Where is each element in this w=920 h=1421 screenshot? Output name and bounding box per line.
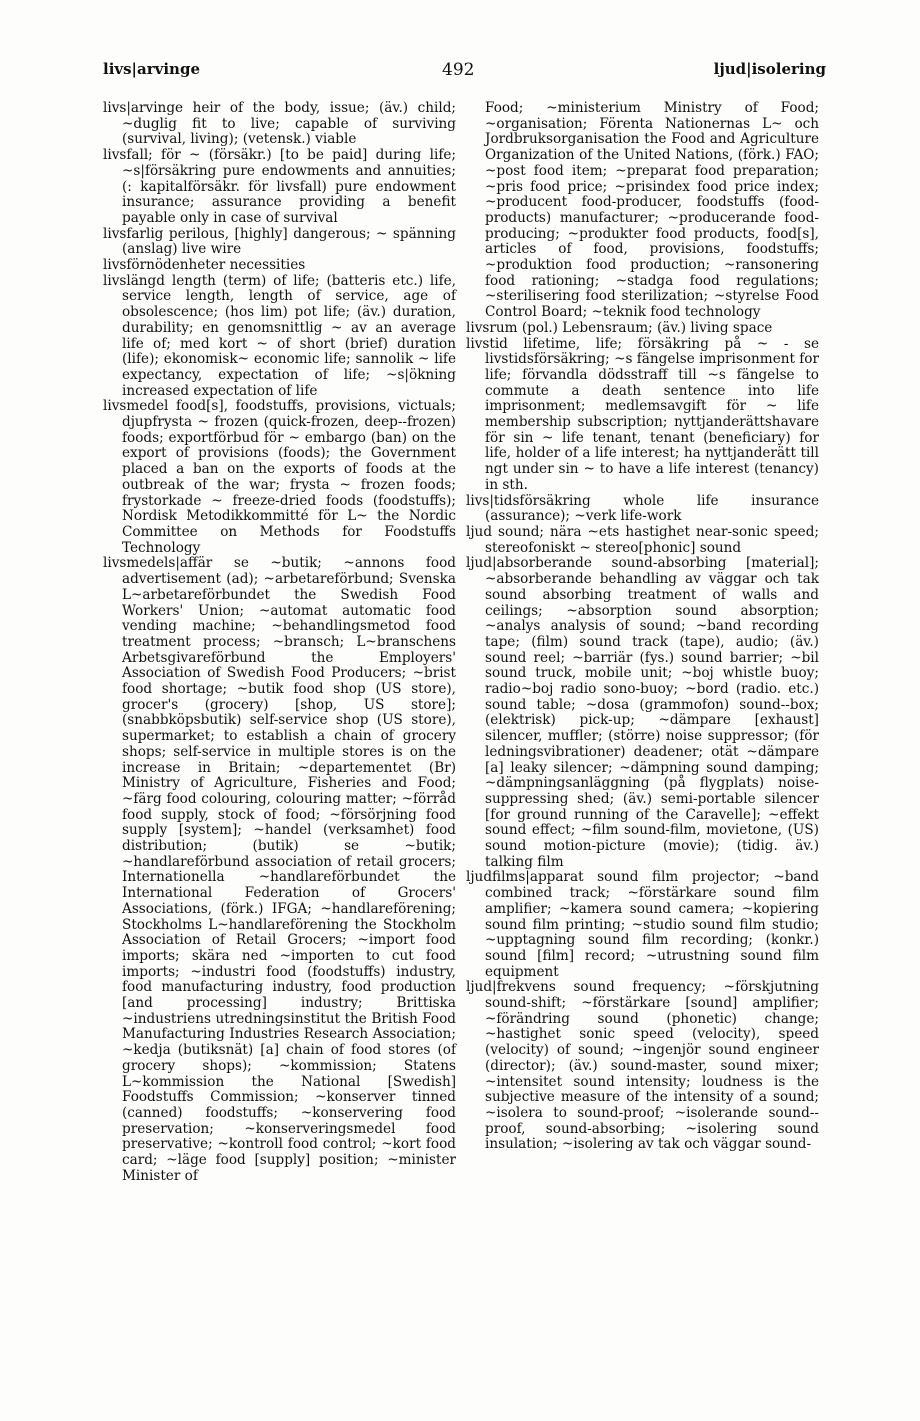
dictionary-entry: livsfall; för ~ (försäkr.) [to be paid] during life; ~s|försäkring pure endowments and annuities; (: kapitalförsäkr. för livsfall) pure endowment insurance; assurance providing a benefit payable only in case of survival (103, 147, 456, 226)
left-column (103, 101, 456, 1185)
dictionary-entry-continuation: Food; ~ministerium Ministry of Food; ~organisation; Förenta Nationernas L~ och Jordbruksorganisation the Food and Agriculture Organization of the United Nations, (förk.) FAO; ~post food item; ~preparat food preparation; ~pris food price; ~prisindex food price index; ~producent food-producer, foodstuffs (food-products) manufacturer; ~producerande food-producing; ~produkter food products, food[s], articles of food, provisions, foodstuffs; ~produktion food production; ~ransonering food rationing; ~stadga food regulations; ~sterilisering food sterilization; ~styrelse Food Control Board; ~teknik food technology (485, 100, 819, 321)
dictionary-entry: ljud sound; nära ~ets hastighet near-sonic speed; stereofoniskt ~ stereo[phonic] sound (466, 523, 819, 556)
dictionary-entry: livs|tidsförsäkring whole life insurance (assurance); ~verk life-work (466, 492, 819, 525)
left-guide-word: livs|arvinge (103, 60, 200, 78)
page-number: 492 (442, 60, 475, 80)
dictionary-entry: ljudfilms|apparat sound film projector; ~band combined track; ~förstärkare sound film amplifier; ~kamera sound camera; ~kopiering sound film printing; ~studio sound film studio; ~upptagning sound film recording; (konkr.) sound [film] record; ~utrustning sound film equipment (466, 869, 819, 980)
dictionary-entry: livsförnödenheter necessities (103, 257, 306, 274)
dictionary-entry: livsrum (pol.) Lebensraum; (äv.) living space (466, 319, 773, 336)
dictionary-entry: livstid lifetime, life; försäkring på ~ - se livstidsförsäkring; ~s fängelse imprisonment for life; förvandla dödsstraff till ~s fängelse to commute a death sentence into life imprisonment; medlemsavgift för ~ life membership subscription; nyttjanderättshavare för sin ~ life tenant, tenant (beneficiary) for life, holder of a life interest; ha nyttjanderätt till ngt under sin ~ to have a life interest (tenancy) in sth. (466, 335, 819, 493)
dictionary-entry: livsmedel food[s], foodstuffs, provisions, victuals; djupfrysta ~ frozen (quick-frozen, deep--frozen) foods; exportförbud för ~ embargo (ban) on the export of provisions (foods); the Government placed a ban on the exports of foods at the outbreak of the war; frysta ~ frozen foods; frystorkade ~ freeze-dried foods (foodstuffs); Nordisk Metodikkommitté för L~ the Nordic Committee on Methods for Foodstuffs Technology (103, 398, 456, 556)
dictionary-entry: livs|arvinge heir of the body, issue; (äv.) child; ~duglig fit to live; capable of surviving (survival, living); (vetensk.) viable (103, 100, 456, 148)
dictionary-entry: ljud|absorberande sound-absorbing [material]; ~absorberande behandling av väggar och tak sound absorbing treatment of walls and ceilings; ~absorption sound absorption; ~analys analysis of sound; ~band recording tape; (film) sound track (tape), audio; (äv.) sound reel; ~barriär (fys.) sound barrier; ~bil sound truck, mobile unit; ~boj whistle buoy; radio~boj radio sono-buoy; ~bord (radio. etc.) sound table; ~dosa (grammofon) sound--box; (elektrisk) pick-up; ~dämpare [exhaust] silencer, muffler; (större) noise suppressor; (för ledningsvibrationer) deadener; otät ~dämpare [a] leaky silencer; ~dämpning sound damping; ~dämpningsanläggning (på flygplats) noise-suppressing shed; (äv.) semi-portable silencer [for ground running of the Caravelle]; ~effekt sound effect; ~film sound-film, movietone, (US) sound motion-picture (movie); (tidig. äv.) talking film (466, 555, 819, 870)
right-column (466, 101, 819, 1153)
page-header (0, 60, 920, 84)
dictionary-entry: livslängd length (term) of life; (batteris etc.) life, service length, length of service, age of obsolescence; (hos lim) pot life; (äv.) duration, durability; en genomsnittlig ~ av an average life of; med kort ~ of short (brief) duration (life); ekonomisk~ economic life; sannolik ~ life expectancy, expectation of life; ~s|ökning increased expectation of life (103, 272, 456, 399)
right-guide-word: ljud|isolering (713, 60, 826, 78)
dictionary-entry: livsfarlig perilous, [highly] dangerous; ~ spänning (anslag) live wire (103, 225, 456, 258)
dictionary-entry: ljud|frekvens sound frequency; ~förskjutning sound-shift; ~förstärkare [sound] amplifier; ~förändring sound (phonetic) change; ~hastighet sonic speed (velocity), speed (velocity) of sound; ~ingenjör sound engineer (director); (äv.) sound-master, sound mixer; ~intensitet sound intensity; loudness is the subjective measure of the intensity of a sound; ~isolera to sound-proof; ~isolerande sound--proof, sound-absorbing; ~isolering sound insulation; ~isolering av tak och väggar sound- (466, 979, 819, 1153)
dictionary-entry: livsmedels|affär se ~butik; ~annons food advertisement (ad); ~arbetareförbund; Svenska L~arbetareförbundet the Swedish Food Workers' Union; ~automat automatic food vending machine; ~behandlingsmetod food treatment process; ~bransch; L~branschens Arbetsgivareförbund the Employers' Association of Swedish Food Producers; ~brist food shortage; ~butik food shop (US store), grocer's (grocery) [shop, US store]; (snabbköpsbutik) self-service shop (US store), supermarket; to establish a chain of grocery shops; self-service in multiple stores is on the increase in Britain; ~departementet (Br) Ministry of Agriculture, Fisheries and Food; ~färg food colouring, colouring matter; ~förråd food supply, stock of food; ~försörjning food supply [system]; ~handel (verksamhet) food distribution; (butik) se ~butik; ~handlareförbund association of retail grocers; Internationella ~handlareförbundet the International Federation of Grocers' Associations, (förk.) IFGA; ~handlareförening; Stockholms L~handlareförening the Stockholm Association of Retail Grocers; ~import food imports; skära ned ~importen to cut food imports; ~industri food (foodstuffs) industry, food manufacturing industry, food production [and processing] industry; Brittiska ~industriens utredningsinstitut the British Food Manufacturing Industries Research Association; ~kedja (butiksnät) [a] chain of food stores (of grocery shops); ~kommission; Statens L~kommission the National [Swedish] Foodstuffs Commission; ~konserver tinned (canned) foodstuffs; ~konservering food preservation; ~konserveringsmedel food preservative; ~kontroll food control; ~kort food card; ~läge food [supply] position; ~minister Minister of (103, 555, 456, 1184)
